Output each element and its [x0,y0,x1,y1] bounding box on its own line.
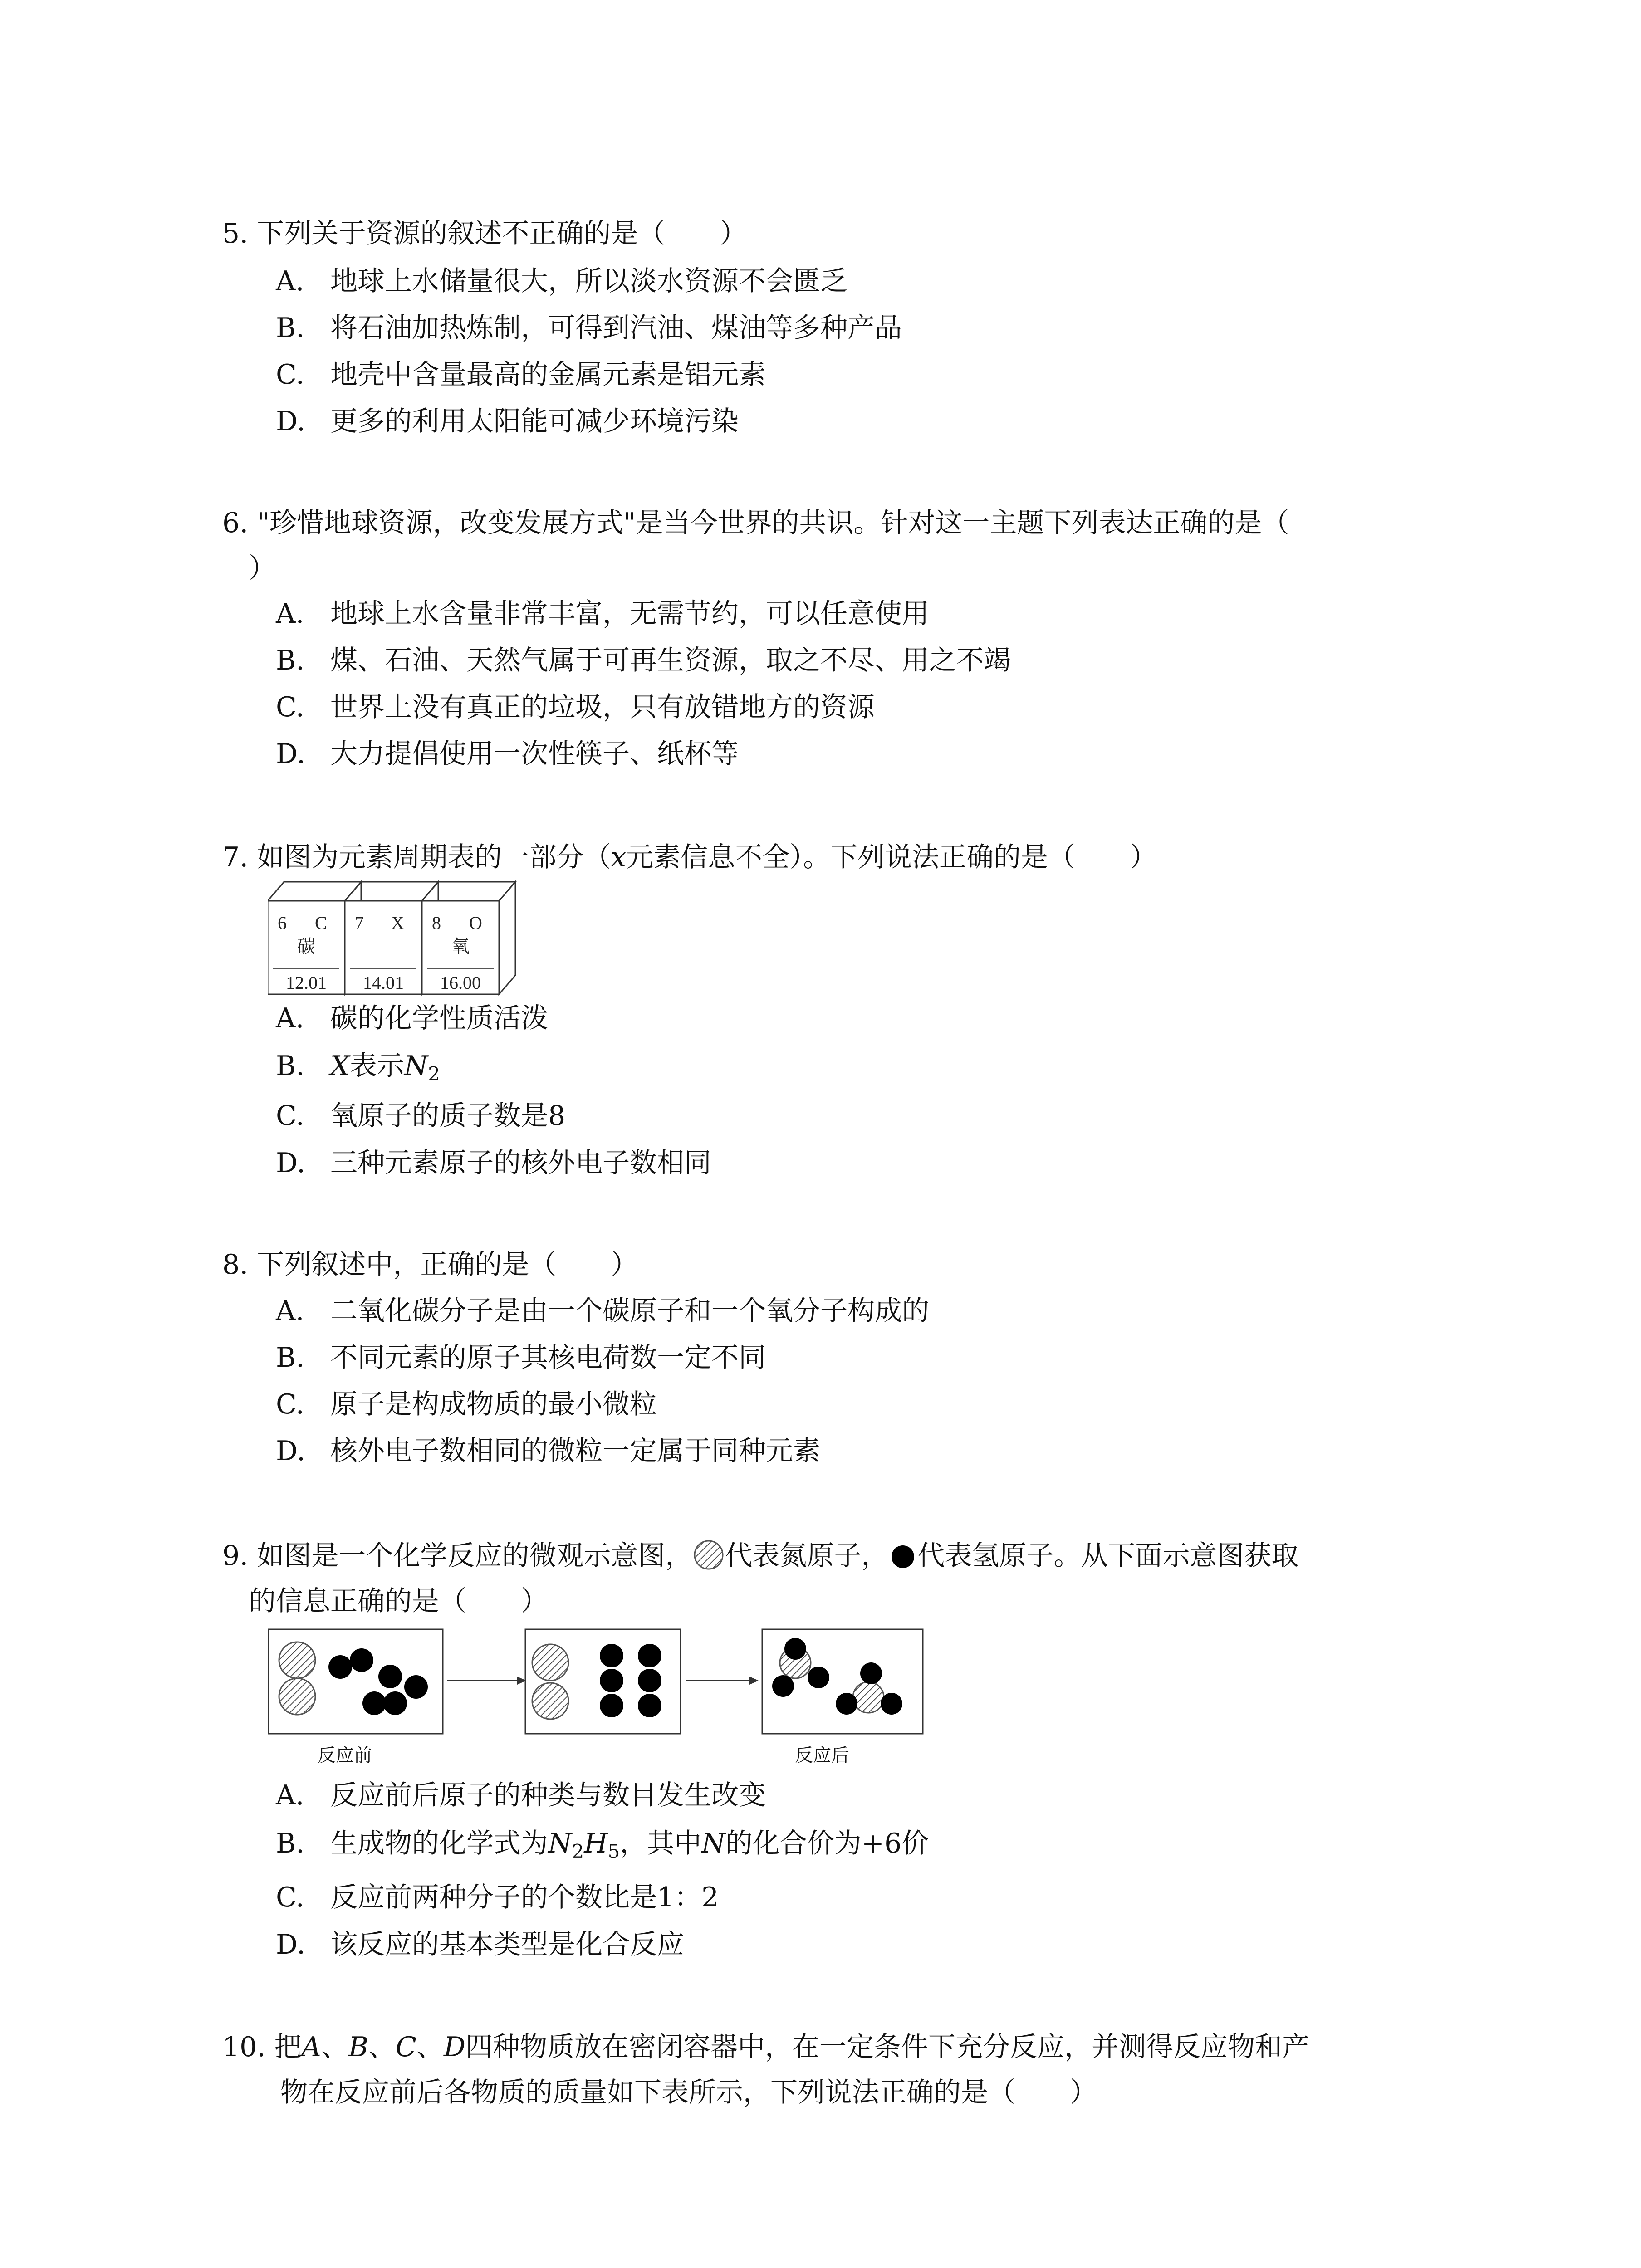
q9-option-b: B. 生成物的化学式为$N_2H_5$，其中N的化合价为+6价 [276,1828,929,1862]
q9-stem: 9. 如图是一个化学反应的微观示意图， 代表氮原子， 代表氢原子。从下面示意图获取 [222,1538,1298,1574]
nitrogen-atom-icon [692,1539,725,1571]
x-number: 7 [355,913,364,933]
q7-option-d: D. 三种元素原子的核外电子数相同 [276,1147,711,1179]
q6-stem-cont: ） [249,552,276,584]
q8-option-c: C. 原子是构成物质的最小微粒 [276,1388,657,1420]
oxygen-number: 8 [432,913,441,933]
oxygen-symbol: O [469,913,482,933]
q5-option-b: B. 将石油加热炼制，可得到汽油、煤油等多种产品 [276,312,902,344]
q5-option-a: A. 地球上水储量很大，所以淡水资源不会匮乏 [276,265,847,297]
q10-stem: 10. 把A、B、C、D四种物质放在密闭容器中，在一定条件下充分反应，并测得反应物和产 [222,2031,1309,2063]
q7-option-c: C. 氧原子的质子数是8 [276,1100,566,1132]
q8-option-b: B. 不同元素的原子其核电荷数一定不同 [276,1342,766,1374]
q9-option-a: A. 反应前后原子的种类与数目发生改变 [276,1779,766,1811]
q7-stem: 7. 如图为元素周期表的一部分（x元素信息不全）。下列说法正确的是（ ） [222,841,1157,873]
q8-option-a: A. 二氧化碳分子是由一个碳原子和一个氧分子构成的 [276,1295,929,1327]
reaction-arrow-2 [686,1677,759,1685]
x-symbol: X [391,913,404,933]
reaction-box-before [269,1629,443,1734]
reaction-box-after [762,1629,923,1734]
oxygen-name: 氧 [451,936,470,957]
q9-option-d: D. 该反应的基本类型是化合反应 [276,1929,684,1960]
reaction-box-intermediate [525,1629,681,1734]
q8-option-d: D. 核外电子数相同的微粒一定属于同种元素 [276,1435,820,1467]
carbon-mass: 12.01 [286,973,327,993]
q9-stem-cont: 的信息正确的是（ ） [249,1585,548,1617]
carbon-symbol: C [315,913,327,933]
q5-option-d: D. 更多的利用太阳能可减少环境污染 [276,406,739,437]
q6-option-a: A. 地球上水含量非常丰富，无需节约，可以任意使用 [276,598,929,630]
reaction-diagram [268,1628,930,1737]
carbon-name: 碳 [297,936,315,957]
label-after-reaction: 反应后 [795,1745,849,1765]
reaction-arrow-1 [447,1677,526,1685]
q6-option-b: B. 煤、石油、天然气属于可再生资源，取之不尽、用之不竭 [276,645,1011,676]
q10-stem-cont: 物在反应前后各物质的质量如下表所示，下列说法正确的是（ ） [280,2077,1097,2108]
q5-stem: 5. 下列关于资源的叙述不正确的是（ ） [222,218,747,249]
x-mass: 14.01 [363,973,404,993]
q5-option-c: C. 地壳中含量最高的金属元素是铝元素 [276,359,766,391]
oxygen-mass: 16.00 [440,973,481,993]
label-before-reaction: 反应前 [318,1745,372,1765]
q9-option-c: C. 反应前两种分子的个数比是1：2 [276,1882,719,1913]
q6-option-c: C. 世界上没有真正的垃圾，只有放错地方的资源 [276,691,875,723]
q7-option-b: B. X表示$N_2$ [276,1050,440,1085]
q8-stem: 8. 下列叙述中，正确的是（ ） [222,1249,638,1281]
periodic-table-fragment [268,880,540,1000]
q7-option-a: A. 碳的化学性质活泼 [276,1002,548,1034]
q6-stem: 6. "珍惜地球资源，改变发展方式"是当今世界的共识。针对这一主题下列表达正确的是（ [222,507,1289,539]
carbon-number: 6 [278,913,287,933]
hydrogen-atom-icon [888,1542,917,1571]
q6-option-d: D. 大力提倡使用一次性筷子、纸杯等 [276,738,739,770]
